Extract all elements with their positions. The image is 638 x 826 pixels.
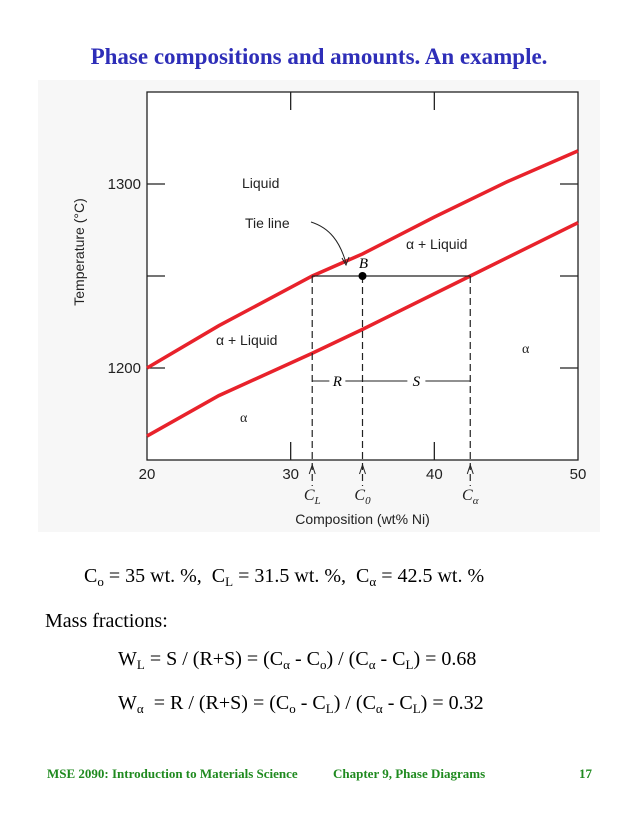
wl-part: - C (375, 648, 406, 670)
co-value: = 35 wt. %, (103, 565, 212, 587)
x-tick-label: 20 (138, 466, 156, 483)
cl-sub: L (225, 574, 234, 589)
tie-line-label: Tie line (245, 215, 290, 231)
wl-sub: L (405, 657, 414, 672)
composition-values (84, 565, 484, 590)
slide-title: Phase compositions and amounts. An example. (90, 44, 548, 69)
point-b (359, 272, 367, 280)
ca-sub: α (369, 574, 377, 589)
wa-sub: o (289, 701, 296, 716)
wl-part: - C (289, 648, 320, 670)
y-axis-label: Temperature (°C) (71, 198, 87, 306)
co-symbol: C (84, 565, 98, 587)
region-label-alpha-liquid-upper: α + Liquid (406, 236, 468, 252)
wa-sub: α (136, 701, 144, 716)
wa-part: ) / (C (333, 692, 376, 714)
cl-value: = 31.5 wt. %, (233, 565, 357, 587)
x-axis-label: Composition (wt% Ni) (295, 511, 430, 527)
wa-part: - C (295, 692, 326, 714)
phase-diagram (38, 80, 600, 532)
wl-symbol: W (118, 648, 137, 670)
wl-result: ) = 0.68 (413, 648, 477, 670)
wl-equation (118, 648, 476, 673)
wa-sub: L (412, 701, 421, 716)
wa-equation (118, 692, 484, 717)
wl-sub: o (319, 657, 327, 672)
footer-course: MSE 2090: Introduction to Materials Science (47, 766, 298, 781)
wa-symbol: W (118, 692, 137, 714)
co-sub: o (97, 574, 104, 589)
y-tick-label: 1200 (107, 360, 141, 377)
r-label: R (332, 374, 342, 390)
wa-result: ) = 0.32 (420, 692, 484, 714)
region-label-alpha-right: α (522, 342, 530, 357)
mass-fractions-label: Mass fractions: (45, 610, 168, 632)
region-label-alpha-liquid-left: α + Liquid (216, 332, 278, 348)
marker-label-0: $C_0$ (354, 487, 371, 507)
x-tick-label: 30 (282, 466, 300, 483)
marker-label-L: $C_L$ (303, 487, 321, 507)
region-label-alpha-left: α (240, 411, 248, 426)
x-tick-label: 50 (569, 466, 587, 483)
wl-sub: α (368, 657, 376, 672)
point-b-label: B (358, 256, 369, 272)
wl-part: = S / (R+S) = (C (144, 648, 284, 670)
wa-sub: L (325, 701, 334, 716)
ca-value: = 42.5 wt. % (376, 565, 485, 587)
cl-symbol: C (211, 565, 226, 587)
ca-symbol: C (356, 565, 370, 587)
s-label: S (412, 374, 421, 390)
region-label-liquid: Liquid (242, 175, 280, 191)
wl-sub: α (283, 657, 290, 672)
y-tick-label: 1300 (107, 176, 141, 193)
footer-chapter: Chapter 9, Phase Diagrams (333, 766, 486, 781)
x-tick-label: 40 (425, 466, 443, 483)
page-number: 17 (579, 766, 592, 781)
wa-part: - C (382, 692, 413, 714)
wl-sub: L (136, 657, 145, 672)
wa-sub: α (375, 701, 383, 716)
wa-part: = R / (R+S) = (C (143, 692, 290, 714)
wl-part: ) / (C (326, 648, 369, 670)
marker-label-α: $C_\alpha$ (462, 487, 479, 507)
